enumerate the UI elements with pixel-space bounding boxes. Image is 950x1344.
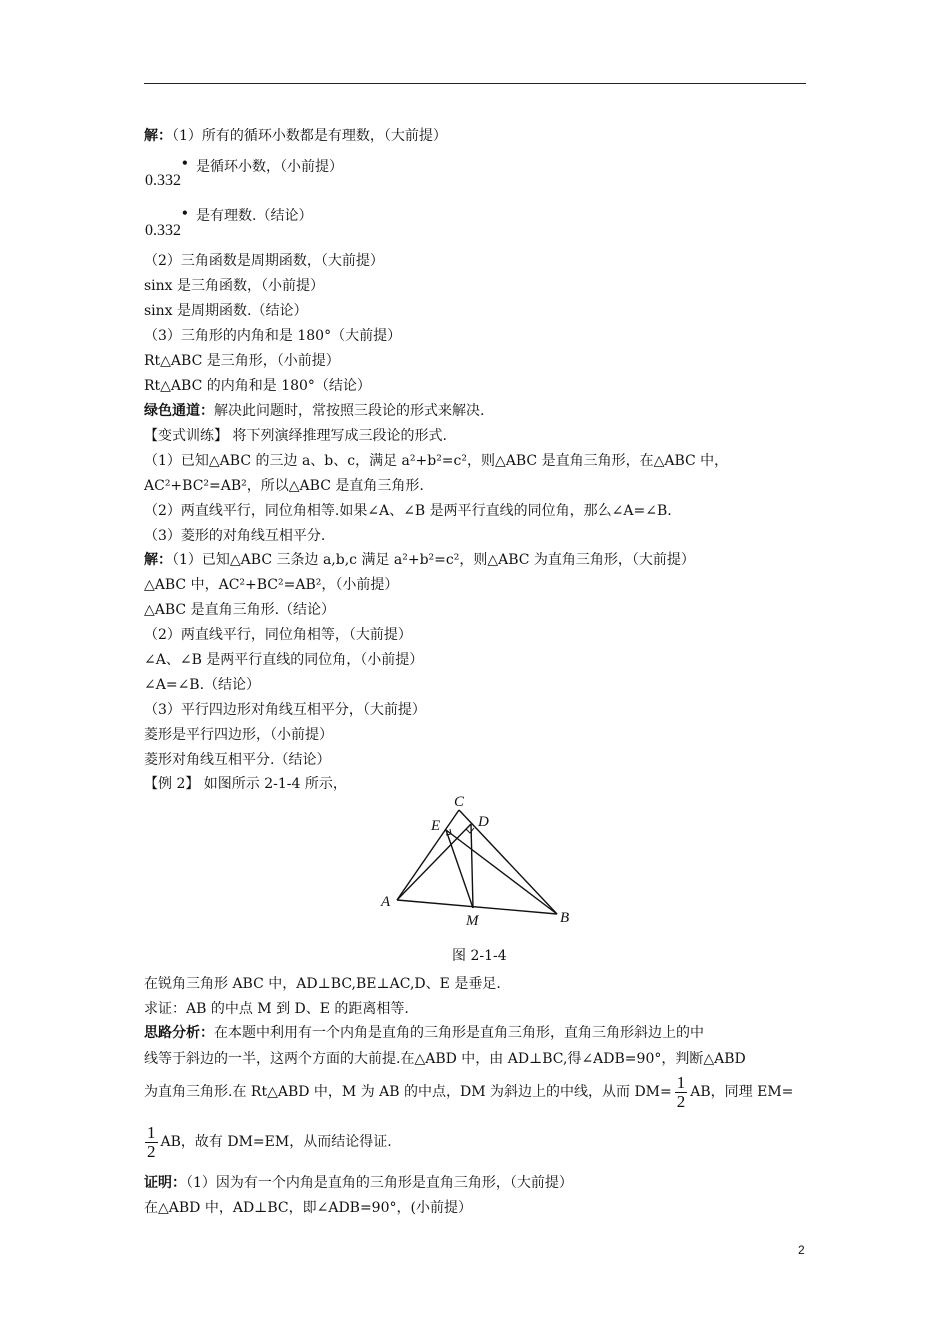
text-line: （3）平行四边形对角线互相平分，（大前提） [144, 702, 426, 718]
text-line: 菱形是平行四边形，（小前提） [144, 727, 333, 743]
repeating-dot: • [181, 156, 189, 170]
text-line: △ABC 是直角三角形.（结论） [144, 602, 336, 618]
text-line: AC²+BC²=AB²，所以△ABC 是直角三角形. [144, 478, 424, 494]
text-line: Rt△ABC 的内角和是 180°（结论） [144, 378, 371, 394]
segment-MD [471, 824, 473, 908]
text-line-with-fraction: 为直角三角形.在 Rt△ABD 中，M 为 AB 的中点，DM 为斜边上的中线，从而 DM= $\frac{1}{2}$ AB，同理 EM= [144, 1072, 794, 1111]
text-line: Rt△ABC 是三角形，（小前提） [144, 353, 340, 369]
segment-BE [446, 830, 557, 914]
text-line: （2）两直线平行，同位角相等.如果∠A、∠B 是两平行直线的同位角，那么∠A=∠B. [144, 503, 672, 519]
label-C: C [454, 794, 465, 810]
text-line: 是有理数.（结论） [196, 208, 313, 224]
text-line: 解：（1）已知△ABC 三条边 a,b,c 满足 a²+b²=c²，则△ABC 为直角三角形，（大前提） [144, 552, 695, 568]
text-line: 求证：AB 的中点 M 到 D、E 的距离相等. [144, 1001, 409, 1017]
segment-AB [397, 900, 557, 914]
segment-AC [397, 810, 459, 900]
text-line: 在△ABD 中，AD⊥BC，即∠ADB=90°，(小前提） [144, 1200, 472, 1216]
text-line: △ABC 中，AC²+BC²=AB²，（小前提） [144, 577, 399, 593]
decimal-number: 0.332 [145, 222, 181, 239]
header-rule [144, 83, 806, 84]
page-number: 2 [798, 1243, 805, 1257]
fraction-half: $\frac{1}{2}$ [147, 1122, 156, 1161]
text-line: 思路分析：在本题中利用有一个内角是直角的三角形是直角三角形，直角三角形斜边上的中 [144, 1025, 704, 1041]
text-line: 绿色通道：解决此问题时，常按照三段论的形式来解决. [144, 403, 485, 419]
text-line: 【变式训练】 将下列演绎推理写成三段论的形式. [144, 428, 447, 444]
text-line: sinx 是周期函数.（结论） [144, 303, 308, 319]
text-line: （3）菱形的对角线互相平分. [144, 528, 326, 544]
text-line: sinx 是三角函数，（小前提） [144, 278, 325, 294]
text-line: 是循环小数，（小前提） [196, 159, 343, 175]
text-line: （2）两直线平行，同位角相等，（大前提） [144, 627, 412, 643]
segment-AD [397, 824, 471, 900]
text-line-with-fraction: $\frac{1}{2}$ AB，故有 DM=EM，从而结论得证. [147, 1122, 392, 1161]
label-B: B [560, 910, 570, 926]
text-line: 证明：（1）因为有一个内角是直角的三角形是直角三角形，（大前提） [144, 1175, 573, 1191]
geometry-figure [375, 790, 585, 935]
repeating-dot: • [181, 206, 189, 220]
label-D: D [478, 814, 489, 830]
decimal-number: 0.332 [145, 172, 181, 189]
segment-CB [459, 810, 557, 914]
text-line: （3）三角形的内角和是 180°（大前提） [144, 328, 402, 344]
figure-caption: 图 2-1-4 [452, 948, 507, 964]
label-E: E [431, 818, 441, 834]
text-line: ∠A、∠B 是两平行直线的同位角，（小前提） [144, 652, 424, 668]
text-line: 解：（1）所有的循环小数都是有理数，（大前提） [144, 128, 447, 144]
text-line: （1）已知△ABC 的三边 a、b、c，满足 a²+b²=c²，则△ABC 是直角三角形，在△ABC 中， [144, 453, 729, 469]
label-A: A [381, 894, 391, 910]
segment-ME [446, 830, 473, 908]
label-M: M [466, 913, 479, 929]
text-line: （2）三角函数是周期函数，（大前提） [144, 253, 384, 269]
text-line: 在锐角三角形 ABC 中，AD⊥BC,BE⊥AC,D、E 是垂足. [144, 976, 501, 992]
text-line: ∠A=∠B.（结论） [144, 677, 261, 693]
text-line: 【例 2】 如图所示 2-1-4 所示， [144, 776, 347, 792]
text-line: 线等于斜边的一半，这两个方面的大前提.在△ABD 中，由 AD⊥BC,得∠ADB=90°，判断△ABD [144, 1051, 746, 1067]
text-line: 菱形对角线互相平分.（结论） [144, 752, 331, 768]
fraction-half: $\frac{1}{2}$ [676, 1072, 686, 1111]
